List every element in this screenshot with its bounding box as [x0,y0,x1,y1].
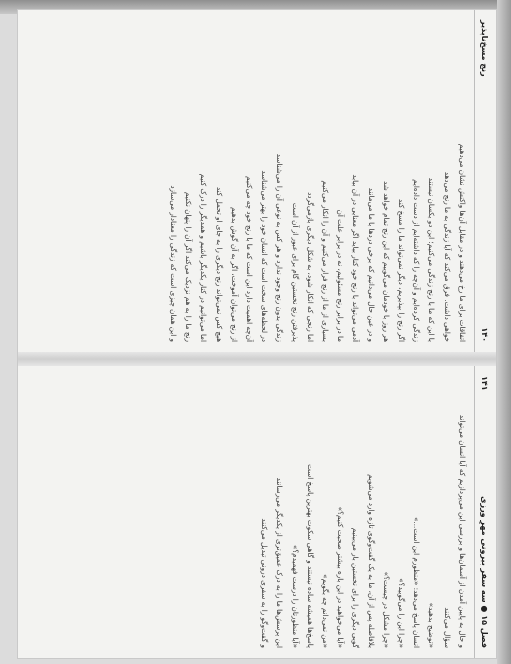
text-line: زندگی کرده‌ایم و آن‌چه را که داشته‌ایم از دست داده‌ایم [412,179,422,342]
running-head: فصل ۱۵ ● سه سفر بیرونی مهرِ ورزی [480,496,489,648]
page-header [474,366,496,658]
text-line: رنج ما را به هم نزدیک می‌کند اگر آن را پنهان نکنیم [184,191,194,342]
rotated-text-block [18,10,496,352]
book-gutter [18,352,496,366]
scanner-right-edge [497,0,511,664]
page-number: ۱۴۱ [480,376,489,391]
text-line: پاسخ‌ها همیشه ساده نیستند و گاهی سکوت بهترین پاسخ است [305,464,315,648]
quote-line: «چرا این را می‌گویید؟» [396,578,406,648]
text-line: و گفت‌وگو را به سفری درونی تبدیل می‌کنند [260,518,270,648]
text-line: یا این که ما با رنج زندگی می‌کنیم؛ این دو یکسان نیستند [427,177,437,342]
text-line: زندگی بدون رنج وجود ندارد و هر کس به نوعی آن را می‌شناسد [275,153,285,342]
quote-line: «آیا می‌خواهید در این باره بیشتر صحبت کنیم؟» [336,506,346,648]
text-line: این پرسش‌ها ما را به درک عمیق‌تری از یکدیگر می‌رسانند [275,477,285,648]
text-line: پذیرفتن رنج نخستین گام برای عبور از آن است [290,202,300,342]
text-line: و این همان چیزی است که زندگی را معنادار می‌سازد [168,185,178,342]
quote-line: «چرا مشکل در چیست؟» [381,571,391,648]
text-line: و حال به پایین آمدن از آسمان‌ها و بررسی این می‌پردازیم که آیا انسان می‌تواند [457,414,467,648]
quote-line: «من نمی‌دانم چه بگویم» [320,574,330,648]
text-line: بلافاصله پس از آن، ما به یک گفت‌وگوی تازه وارد می‌شویم [366,474,376,648]
page-number: ۱۴۰ [480,327,489,342]
text-line: در لحظه‌های سخت است که انسان خود را بهتر می‌شناسد [260,170,270,342]
text-line: آدمی می‌تواند با رنج خود کنار بیاید اگر معنایی در آن بیابد [351,174,361,342]
page-body [166,10,470,352]
page-body [257,366,470,658]
quote-line: انسان پاسخ می‌دهد: «منظورم این است...» [412,517,422,648]
text-line: هر روز با خودمان می‌گوییم که این رنج تمام خواهد شد [381,181,391,342]
text-line: هیچ کس نمی‌تواند رنج دیگری را به جای او تحمل کند [214,186,224,342]
quote-line: «توضیح بدهید» [427,602,437,648]
text-line: اما می‌توانیم در کنار یکدیگر باشیم و همدیگر را درک کنیم [199,173,209,342]
book-page-140 [18,10,496,352]
rotated-text-block [18,366,496,658]
text-line: و در عین حال می‌دانیم که برخی دردها با ما می‌مانند [366,187,376,342]
quote-line: «آیا منظورتان را درست فهمیدم؟» [290,544,300,648]
text-line: اتفاقات برای ما رخ می‌دهند و در مقابل آن‌ها واکنش نشان می‌دهیم [457,143,467,342]
text-line: سؤال می‌کنند [442,607,452,648]
text-line: ما در برابر رنج مسئولیم، نه در برابر علت آن [336,209,346,342]
text-line: اما رنجی که انکار شود، به شکل دیگری بازمی‌گردد [305,192,315,342]
page-header [474,10,496,352]
text-line: بسیاری از ما از رنج فرار می‌کنیم و آن را انکار می‌کنیم [320,180,330,342]
book-page-141 [18,366,496,658]
text-line: خواهی داشت. فرق می‌کند که آیا زندگی به ما رنج می‌دهد [442,171,452,342]
text-line: اگر رنج را بپذیریم، دیگر نمی‌تواند ما را مسخ کند [396,198,406,342]
text-line: از رنج می‌توان آموخت، اگر به آن گوش بدهیم [229,206,239,342]
text-line: آن‌چه اهمیت دارد این است که ما با رنج خود چه می‌کنیم [244,176,254,342]
running-head: رنج مسخ‌ناپذیر [480,20,489,77]
text-line: گویی دیگری را برای نخستین بار می‌بینیم [351,527,361,648]
